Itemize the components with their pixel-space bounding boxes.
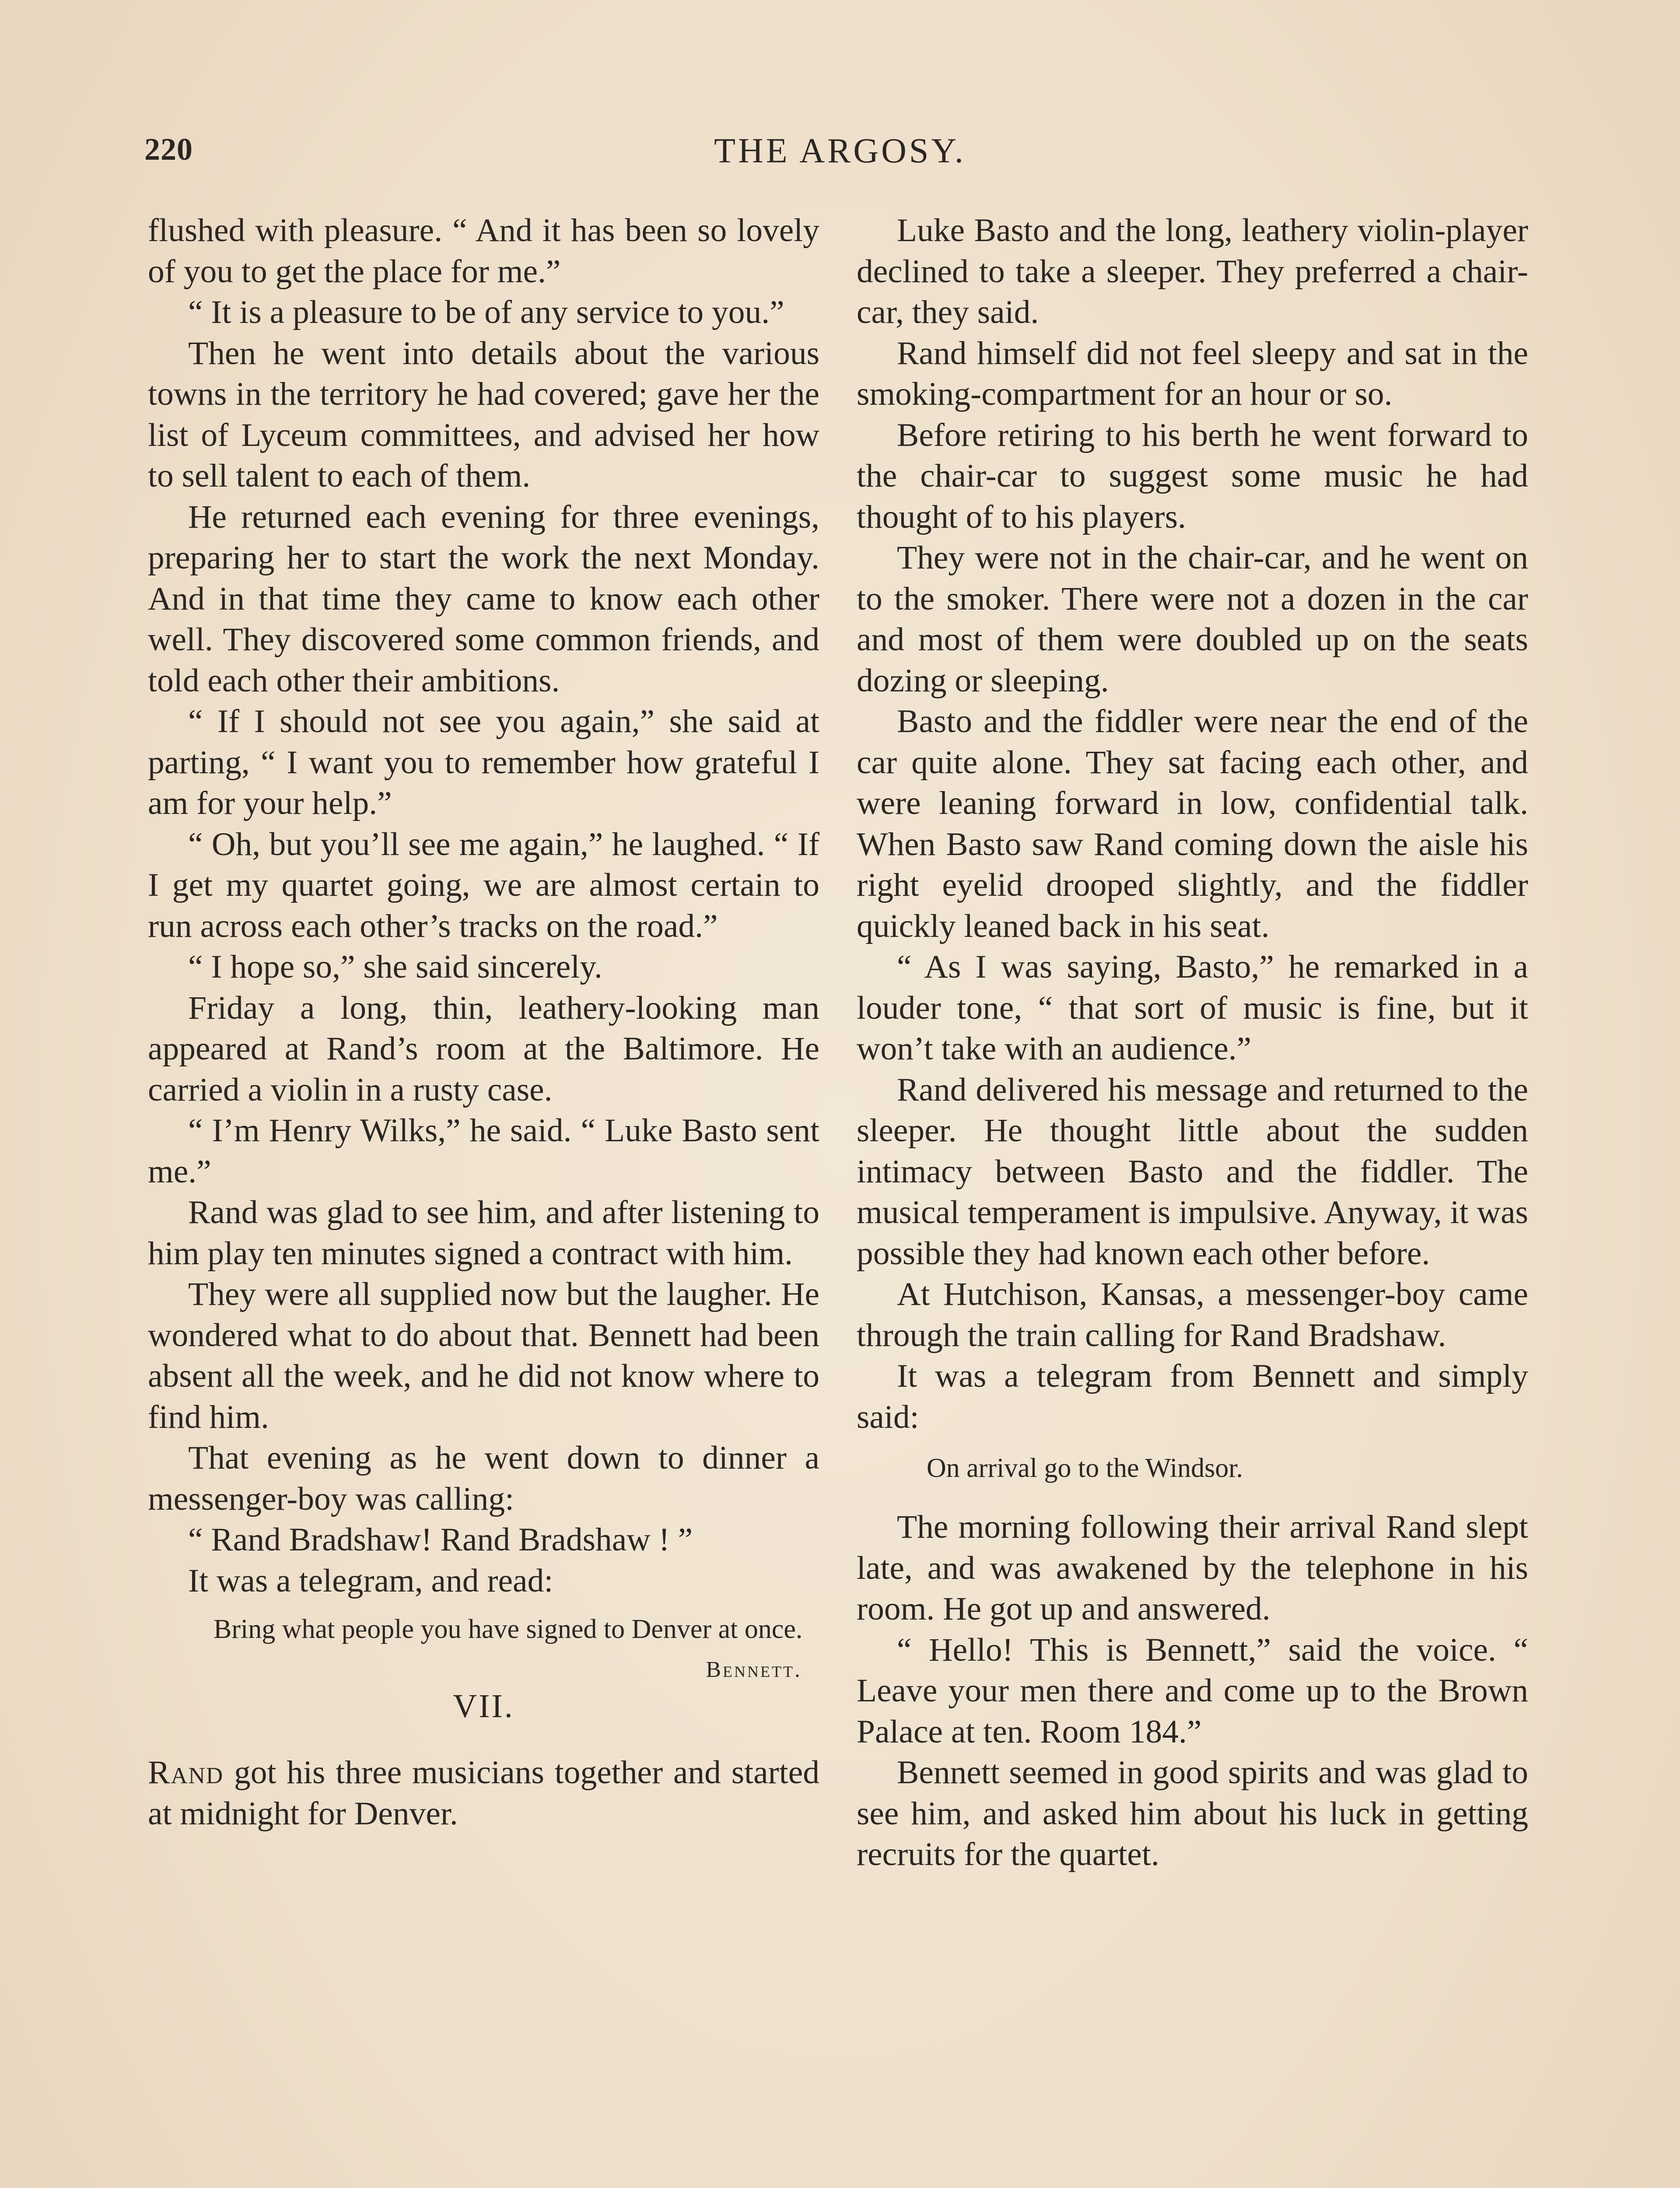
paragraph: Before retiring to his berth he went forward to the chair-car to suggest some music he had thought of to his players. <box>857 417 1528 535</box>
paragraph: Then he went into details about the various towns in the territory he had covered; gave her the list of Lyceum committees, and advised her how to sell talent to each of them. <box>148 335 819 494</box>
paragraph: Rand was glad to see him, and after listening to him play ten minutes signed a contract with him. <box>148 1194 819 1272</box>
running-head <box>144 131 1536 179</box>
paragraph: At Hutchison, Kansas, a messenger-boy came through the train calling for Rand Bradshaw. <box>857 1276 1528 1353</box>
telegram-signature: Bennett. <box>706 1657 802 1682</box>
chapter-lead-word: Rand <box>148 1754 224 1791</box>
paragraph: “ It is a pleasure to be of any service to you.” <box>188 294 784 330</box>
telegram-text: Bring what people you have signed to Denver at once. <box>214 1614 803 1644</box>
paragraph: “ As I was saying, Basto,” he remarked in a louder tone, “ that sort of music is fine, but it won’t take with an audience.” <box>857 949 1528 1067</box>
paragraph: Basto and the fiddler were near the end of the car quite alone. They sat facing each other, and were leaning forward in low, confidential talk. When Basto saw Rand coming down the aisle his right eyelid drooped slightly, and the fiddler quickly leaned back in his seat. <box>857 703 1528 944</box>
paragraph: “ Hello! This is Bennett,” said the voice. “ Leave your men there and come up to the Brown Palace at ten. Room 184.” <box>857 1631 1528 1750</box>
paragraph: They were not in the chair-car, and he went on to the smoker. There were not a dozen in the car and most of them were doubled up on the seats dozing or sleeping. <box>857 540 1528 699</box>
paragraph: He returned each evening for three evenings, preparing her to start the work the next Monday. And in that time they came to know each other well. They discovered some common friends, and told each other their ambitions. <box>148 498 819 699</box>
paragraph: “ I’m Henry Wilks,” he said. “ Luke Basto sent me.” <box>148 1112 819 1190</box>
paragraph: That evening as he went down to dinner a messenger-boy was calling: <box>148 1440 819 1517</box>
paragraph: Bennett seemed in good spirits and was glad to see him, and asked him about his luck in getting recruits for the quartet. <box>857 1754 1528 1872</box>
left-column <box>148 210 819 1834</box>
paragraph: Luke Basto and the long, leathery violin-player declined to take a sleeper. They preferred a chair-car, they said. <box>857 212 1528 330</box>
right-column <box>857 210 1528 1875</box>
paragraph: The morning following their arrival Rand slept late, and was awakened by the telephone in his room. He got up and answered. <box>857 1509 1528 1627</box>
chapter-opening-text: got his three musicians together and started at midnight for Denver. <box>148 1754 819 1832</box>
paragraph: “ Oh, but you’ll see me again,” he laughed. “ If I get my quartet going, we are almost certain to run across each other’s tracks on the road.” <box>148 826 819 944</box>
page-number: 220 <box>144 132 193 167</box>
paragraph: “ Rand Bradshaw! Rand Bradshaw ! ” <box>188 1522 693 1558</box>
paragraph: Rand himself did not feel sleepy and sat in the smoking-compartment for an hour or so. <box>857 335 1528 412</box>
magazine-title: THE ARGOSY. <box>714 132 966 170</box>
paragraph: It was a telegram, and read: <box>188 1562 553 1599</box>
telegram-text: On arrival go to the Windsor. <box>927 1453 1243 1483</box>
paragraph: Rand delivered his message and returned to the sleeper. He thought little about the sudden intimacy between Basto and the fiddler. The musical temperament is impulsive. Anyway, it was possible they had known each other before. <box>857 1071 1528 1272</box>
paragraph: flushed with pleasure. “ And it has been so lovely of you to get the place for me.” <box>148 212 819 290</box>
paragraph: It was a telegram from Bennett and simply said: <box>857 1358 1528 1435</box>
chapter-heading: VII. <box>453 1687 514 1725</box>
paragraph: “ I hope so,” she said sincerely. <box>188 949 602 985</box>
paragraph: Friday a long, thin, leathery-looking man appeared at Rand’s room at the Baltimore. He carried a violin in a rusty case. <box>148 989 819 1108</box>
paragraph: “ If I should not see you again,” she said at parting, “ I want you to remember how grateful I am for your help.” <box>148 703 819 821</box>
paragraph: They were all supplied now but the laugher. He wondered what to do about that. Bennett had been absent all the week, and he did not know where to find him. <box>148 1276 819 1435</box>
chapter-opening-paragraph <box>148 1752 819 1834</box>
